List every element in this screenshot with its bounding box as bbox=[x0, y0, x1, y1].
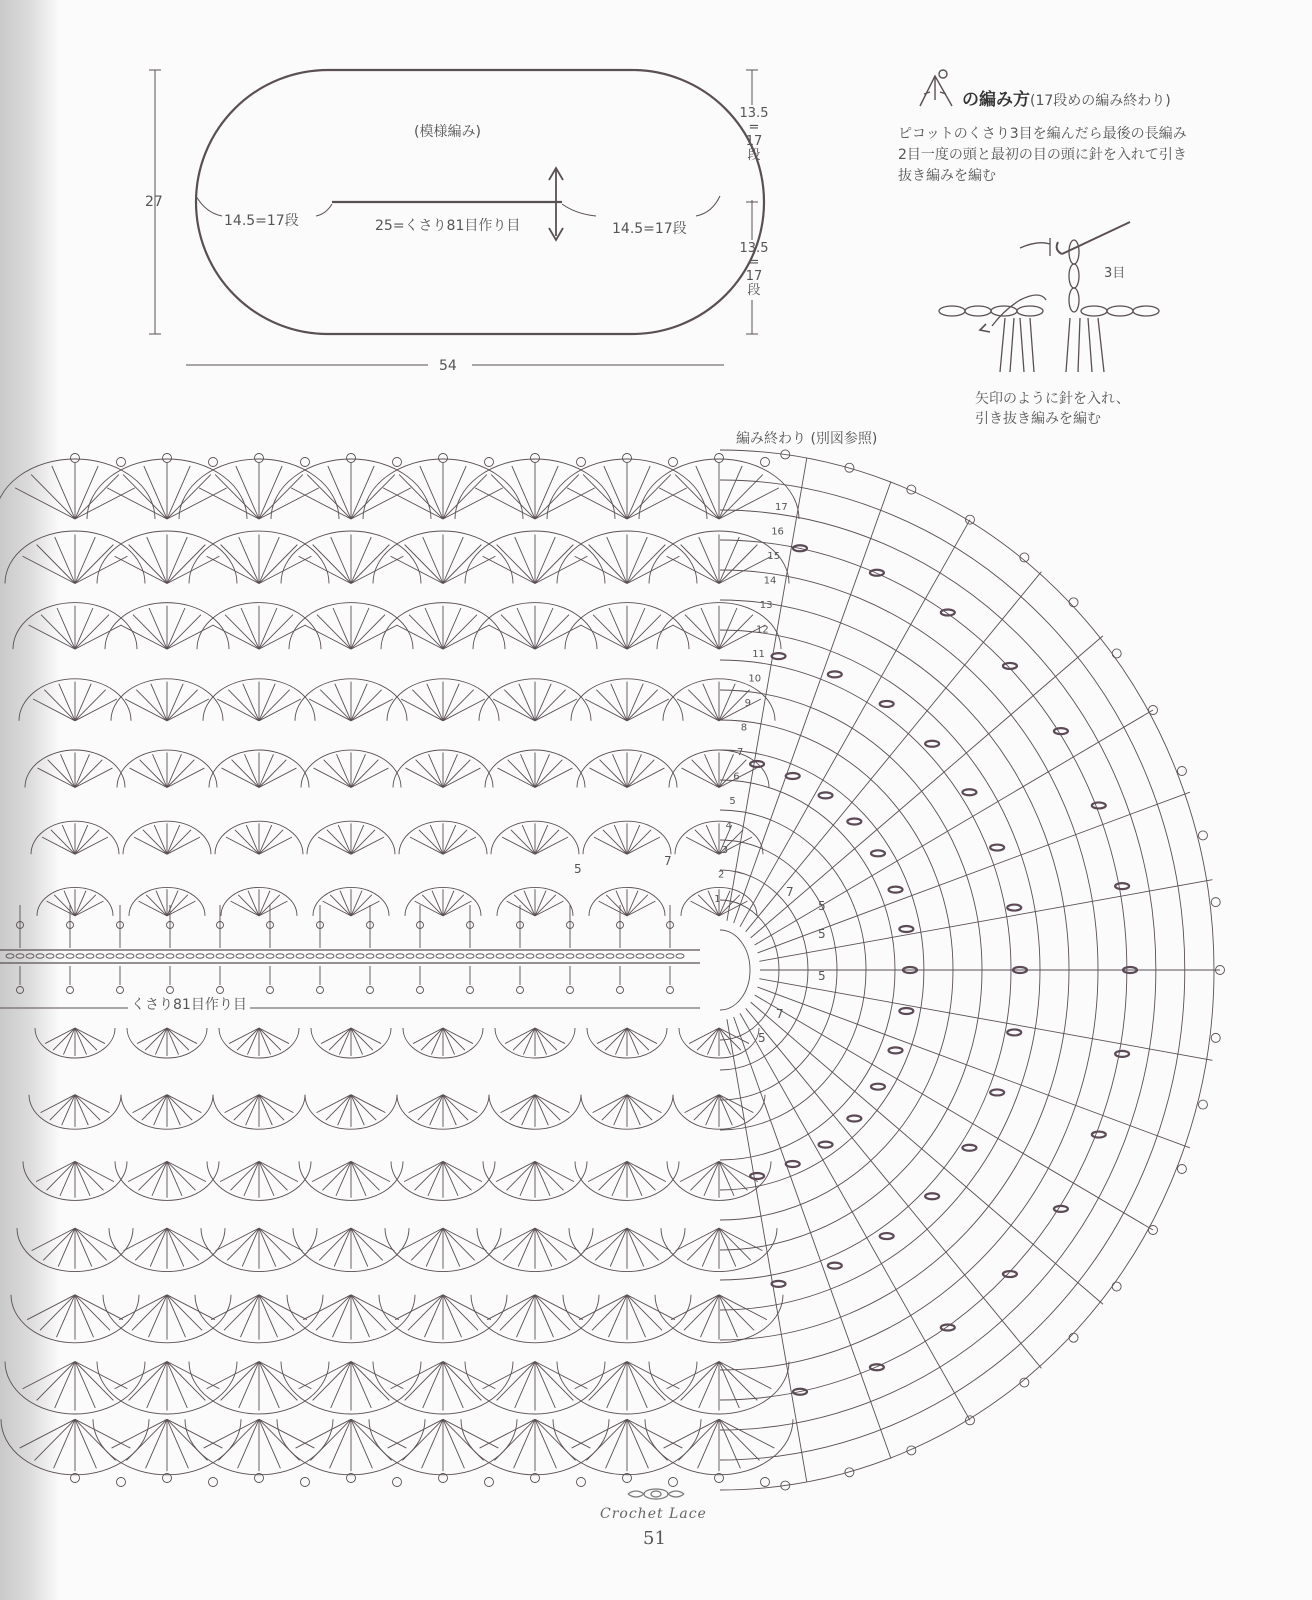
instructions-text: ピコットのくさり3目を編んだら最後の長編み 2目一度の頭と最初の目の頭に針を入れて引き 抜き編みを編む bbox=[898, 126, 1187, 184]
illustration-caption-1: 矢印のように針を入れ、 bbox=[975, 391, 1130, 407]
right-rows-label: 14.5=17段 bbox=[612, 221, 687, 237]
pattern-label: (模様編み) bbox=[414, 124, 481, 140]
width-label: 54 bbox=[439, 358, 457, 374]
row-number: 6 bbox=[733, 771, 740, 783]
stitch-count-label: 5 bbox=[818, 927, 826, 941]
row-number: 7 bbox=[737, 747, 744, 758]
footer-title: Crochet Lace bbox=[600, 1506, 707, 1522]
row-number: 1 bbox=[714, 894, 721, 905]
row-number: 11 bbox=[752, 649, 765, 660]
left-rows-label: 14.5=17段 bbox=[224, 213, 299, 229]
row-number: 15 bbox=[767, 551, 781, 562]
stitch-count-label: 7 bbox=[786, 885, 794, 899]
stitch-count-label: 7 bbox=[776, 1007, 784, 1021]
instructions-heading: の編み方(17段めの編み終わり) bbox=[962, 90, 1171, 110]
stitch-count-label: 3目 bbox=[1104, 266, 1126, 281]
illustration-caption-2: 引き抜き編みを編む bbox=[975, 411, 1101, 427]
row-number: 12 bbox=[756, 624, 769, 636]
row-number: 17 bbox=[775, 502, 788, 513]
stitch-count-label: 5 bbox=[818, 969, 826, 983]
row-number: 4 bbox=[725, 820, 732, 832]
center-chain-label: 25=くさり81目作り目 bbox=[375, 218, 521, 234]
stitch-count-label: 7 bbox=[664, 854, 672, 868]
bottom-half-label: 13.5 = 17 段 bbox=[739, 241, 769, 298]
row-number: 16 bbox=[771, 526, 784, 538]
row-number: 3 bbox=[721, 845, 729, 856]
stitch-count-label: 5 bbox=[818, 899, 826, 913]
row-number: 8 bbox=[740, 722, 748, 734]
height-label: 27 bbox=[145, 194, 163, 210]
row-number: 2 bbox=[718, 869, 725, 881]
row-number: 13 bbox=[759, 600, 773, 611]
stitch-count-label: 5 bbox=[574, 862, 582, 876]
row-number: 5 bbox=[729, 796, 736, 807]
row-number: 9 bbox=[744, 698, 751, 709]
row-number: 10 bbox=[748, 673, 762, 685]
chain-start-label: くさり81目作り目 bbox=[128, 994, 250, 1014]
end-label: 編み終わり (別図参照) bbox=[736, 431, 878, 447]
top-half-label: 13.5 = 17 段 bbox=[739, 106, 769, 163]
row-number: 14 bbox=[763, 575, 777, 587]
page-number: 51 bbox=[643, 1528, 666, 1549]
stitch-count-label: 5 bbox=[758, 1031, 766, 1045]
